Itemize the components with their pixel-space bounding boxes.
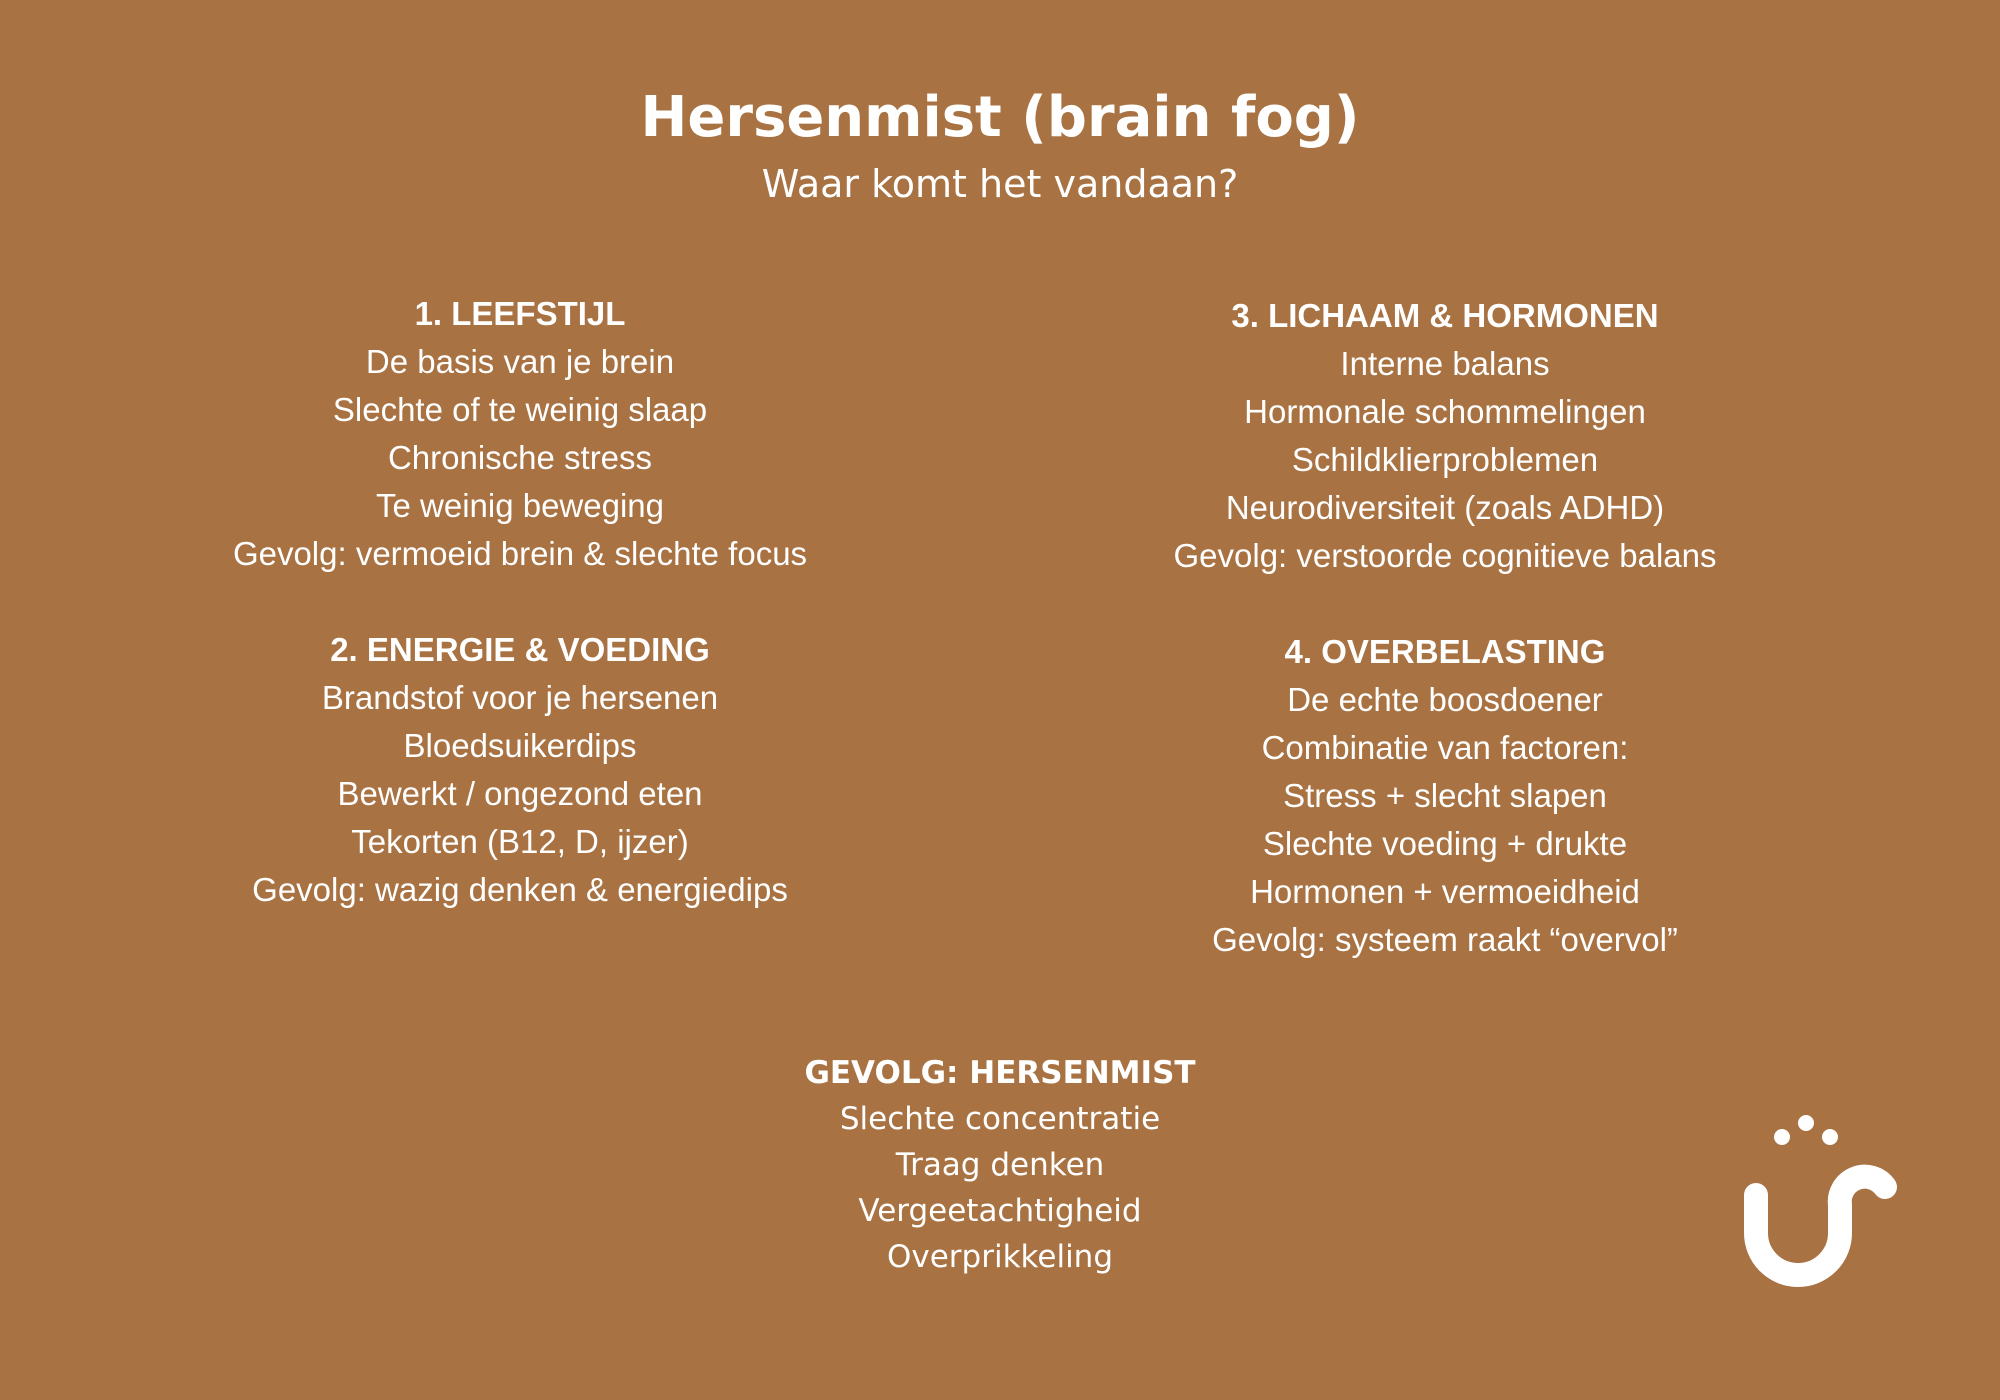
list-item: De echte boosdoener: [1287, 681, 1603, 718]
list-item: Slechte of te weinig slaap: [332, 391, 708, 428]
list-item: Brandstof voor je hersenen: [321, 679, 719, 716]
logo-icon: [1730, 1105, 1900, 1305]
list-item: Combinatie van factoren:: [1261, 729, 1629, 766]
list-item: Hormonen + vermoeidheid: [1250, 873, 1640, 910]
list-item: Stress + slecht slapen: [1283, 777, 1607, 814]
list-item: Schildklierproblemen: [1291, 441, 1599, 478]
section-lichaam-hormonen: [1045, 292, 1845, 580]
result-list: [600, 1096, 1400, 1280]
list-item: Bewerkt / ongezond eten: [337, 775, 703, 812]
list-item: Overprikkeling: [886, 1239, 1114, 1275]
list-item: Slechte voeding + drukte: [1262, 825, 1628, 862]
page-title: Hersenmist (brain fog): [640, 85, 1360, 150]
section-list: [120, 338, 920, 578]
result-section: [600, 1050, 1400, 1280]
list-item: Bloedsuikerdips: [403, 727, 637, 764]
list-item: Chronische stress: [387, 439, 653, 476]
list-item: Te weinig beweging: [375, 487, 665, 524]
section-heading: 4. OVERBELASTING: [1284, 633, 1606, 670]
list-item: Interne balans: [1340, 345, 1550, 382]
section-energie-voeding: [120, 626, 920, 914]
list-item: Gevolg: verstoorde cognitieve balans: [1173, 537, 1717, 574]
list-item: Vergeetachtigheid: [858, 1193, 1142, 1229]
list-item: Slechte concentratie: [839, 1101, 1161, 1137]
list-item: Tekorten (B12, D, ijzer): [351, 823, 689, 860]
section-heading: 1. LEEFSTIJL: [414, 295, 626, 332]
list-item: Gevolg: wazig denken & energiedips: [252, 871, 788, 908]
section-heading: 3. LICHAAM & HORMONEN: [1231, 297, 1659, 334]
list-item: Hormonale schommelingen: [1244, 393, 1646, 430]
list-item: Neurodiversiteit (zoals ADHD): [1225, 489, 1665, 526]
list-item: Traag denken: [895, 1147, 1105, 1183]
list-item: De basis van je brein: [365, 343, 675, 380]
section-list: [1045, 676, 1845, 964]
section-overbelasting: [1045, 628, 1845, 964]
page-subtitle: Waar komt het vandaan?: [761, 162, 1239, 206]
section-heading: 2. ENERGIE & VOEDING: [330, 631, 710, 668]
section-leefstijl: [120, 290, 920, 578]
list-item: Gevolg: vermoeid brein & slechte focus: [232, 535, 808, 572]
section-list: [120, 674, 920, 914]
list-item: Gevolg: systeem raakt “overvol”: [1212, 921, 1678, 958]
section-list: [1045, 340, 1845, 580]
result-heading: GEVOLG: HERSENMIST: [804, 1055, 1196, 1091]
